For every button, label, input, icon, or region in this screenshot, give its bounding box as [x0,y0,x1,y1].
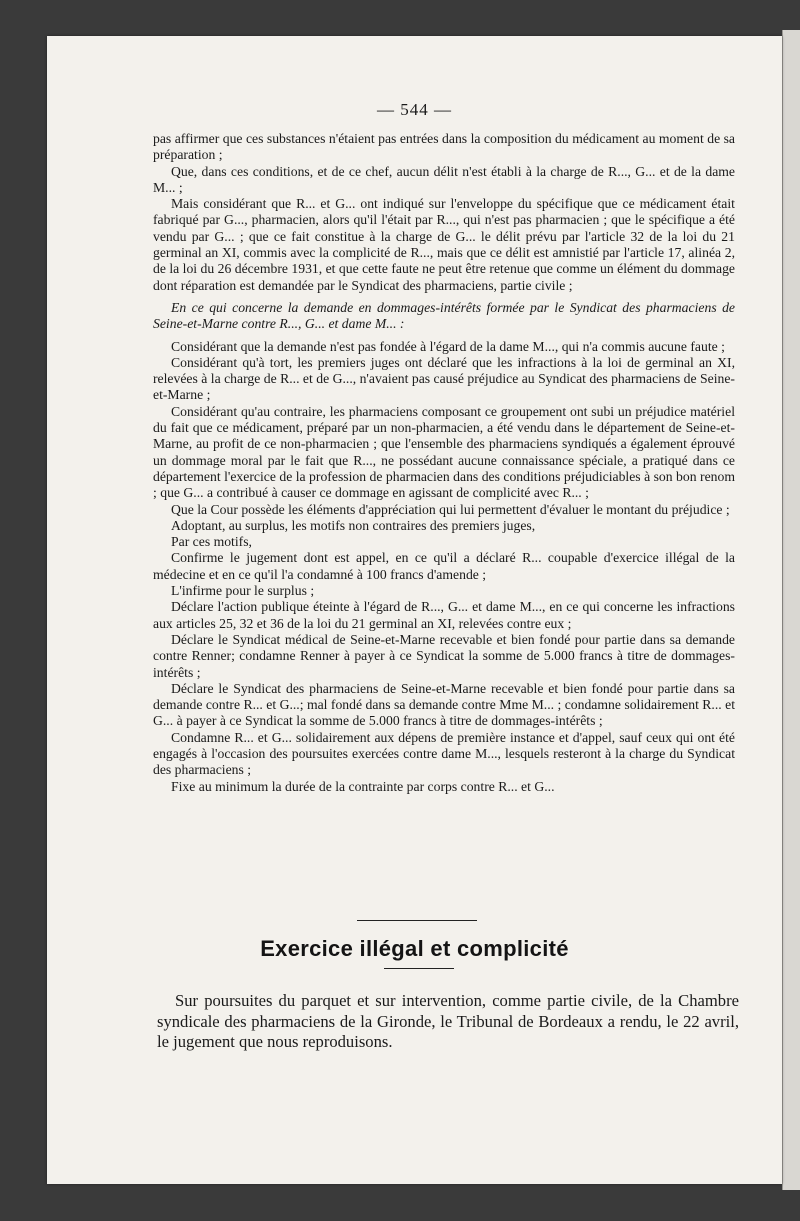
paragraph: Considérant qu'à tort, les premiers juges ont déclaré que les infractions à la loi de germinal an XI, relevées à la charge de R... et de G..., n'avaient pas causé préjudice au Syndicat des pharmaciens de Seine-et-Marne ; [153,354,735,403]
paragraph: Que la Cour possède les éléments d'appréciation qui lui permettent d'évaluer le montant du préjudice ; [171,501,730,517]
paragraph: Considérant qu'au contraire, les pharmaciens composant ce groupement ont subi un préjudice matériel du fait que ce médicament, préparé par un non-pharmacien, a été vendu dans le département de Seine-et-Marne, au profit de ce non-pharmacien ; que l'ensemble des pharmaciens syndiqués a également éprouvé un dommage moral par le fait que R..., ne possédant aucune connaissance spéciale, a pratiqué dans ce département l'exercice de la profession de pharmacien dans des conditions préjudiciables à son bon renom ; que G... a contribué à causer ce dommage en agissant de complicité avec R... ; [153,403,735,501]
divider-rule [357,920,477,921]
paragraph: Déclare le Syndicat des pharmaciens de Seine-et-Marne recevable et bien fondé pour partie dans sa demande contre R... et G...; mal fondé dans sa demande contre Mme M... ; condamne solidairement R... et G... à payer à ce Syndicat la somme de 5.000 francs à titre de dommages-intérêts ; [153,680,735,729]
paragraph: Mais considérant que R... et G... ont indiqué sur l'enveloppe du spécifique que ce médicament était fabriqué par G..., pharmacien, alors qu'il l'était par R..., qui n'est pas pharmacien ; que le spécifique a été vendu par G... ; que ce fait constitue à la charge de G... le délit prévu par l'article 32 de la loi du 21 germinal an XI, commis avec la complicité de R..., mais que ce délit est amnistié par l'article 17, alinéa 2, de la loi du 26 décembre 1931, et que cette faute ne peut être retenue que comme un élément du dommage dont réparation est demandée par le Syndicat des pharmaciens, partie civile ; [153,196,735,293]
body-text [153,131,735,795]
paragraph: Confirme le jugement dont est appel, en ce qu'il a déclaré R... coupable d'exercice illégal de la médecine et en ce qu'il l'a condamné à 100 francs d'amende ; [153,550,735,582]
paragraph: Condamne R... et G... solidairement aux dépens de première instance et d'appel, sauf ceux qui ont été engagés à l'occasion des poursuites exercées contre dame M..., lesquels resteront à la charge du Syndicat des pharmaciens ; [153,729,735,778]
paragraph: Que, dans ces conditions, et de ce chef, aucun délit n'est établi à la charge de R..., G... et de la dame M... ; [153,163,735,195]
divider-rule [384,968,454,969]
document-page [47,36,782,1184]
paragraph: Fixe au minimum la durée de la contrainte par corps contre R... et G... [171,778,555,794]
paragraph: Par ces motifs, [171,534,252,550]
paragraph: Déclare l'action publique éteinte à l'égard de R..., G... et dame M..., en ce qui concerne les infractions aux articles 25, 32 et 36 de la loi du 21 germinal an XI, relevées contre eux ; [153,599,735,631]
section-title: Exercice illégal et complicité [260,936,569,961]
page-number: — 544 — [377,100,452,119]
paragraph: Déclare le Syndicat médical de Seine-et-Marne recevable et bien fondé pour partie dans sa demande contre Renner; condamne Renner à payer à ce Syndicat la somme de 5.000 francs à titre de dommages-intérêts ; [153,631,735,680]
page-edge [782,30,800,1190]
italic-heading: En ce qui concerne la demande en dommages-intérêts formée par le Syndicat des pharmaciens de Seine-et-Marne contre R..., G... et dame M... : [153,299,735,332]
paragraph: Considérant que la demande n'est pas fondée à l'égard de la dame M..., qui n'a commis aucune faute ; [171,338,725,354]
intro-paragraph: Sur poursuites du parquet et sur intervention, comme partie civile, de la Chambre syndicale des pharmaciens de la Gironde, le Tribunal de Bordeaux a rendu, le 22 avril, le jugement que nous reproduisons. [157,991,739,1051]
paragraph: L'infirme pour le surplus ; [171,583,315,599]
paragraph: Adoptant, au surplus, les motifs non contraires des premiers juges, [171,517,536,533]
paragraph: pas affirmer que ces substances n'étaient pas entrées dans la composition du médicament au moment de sa préparation ; [153,131,735,163]
